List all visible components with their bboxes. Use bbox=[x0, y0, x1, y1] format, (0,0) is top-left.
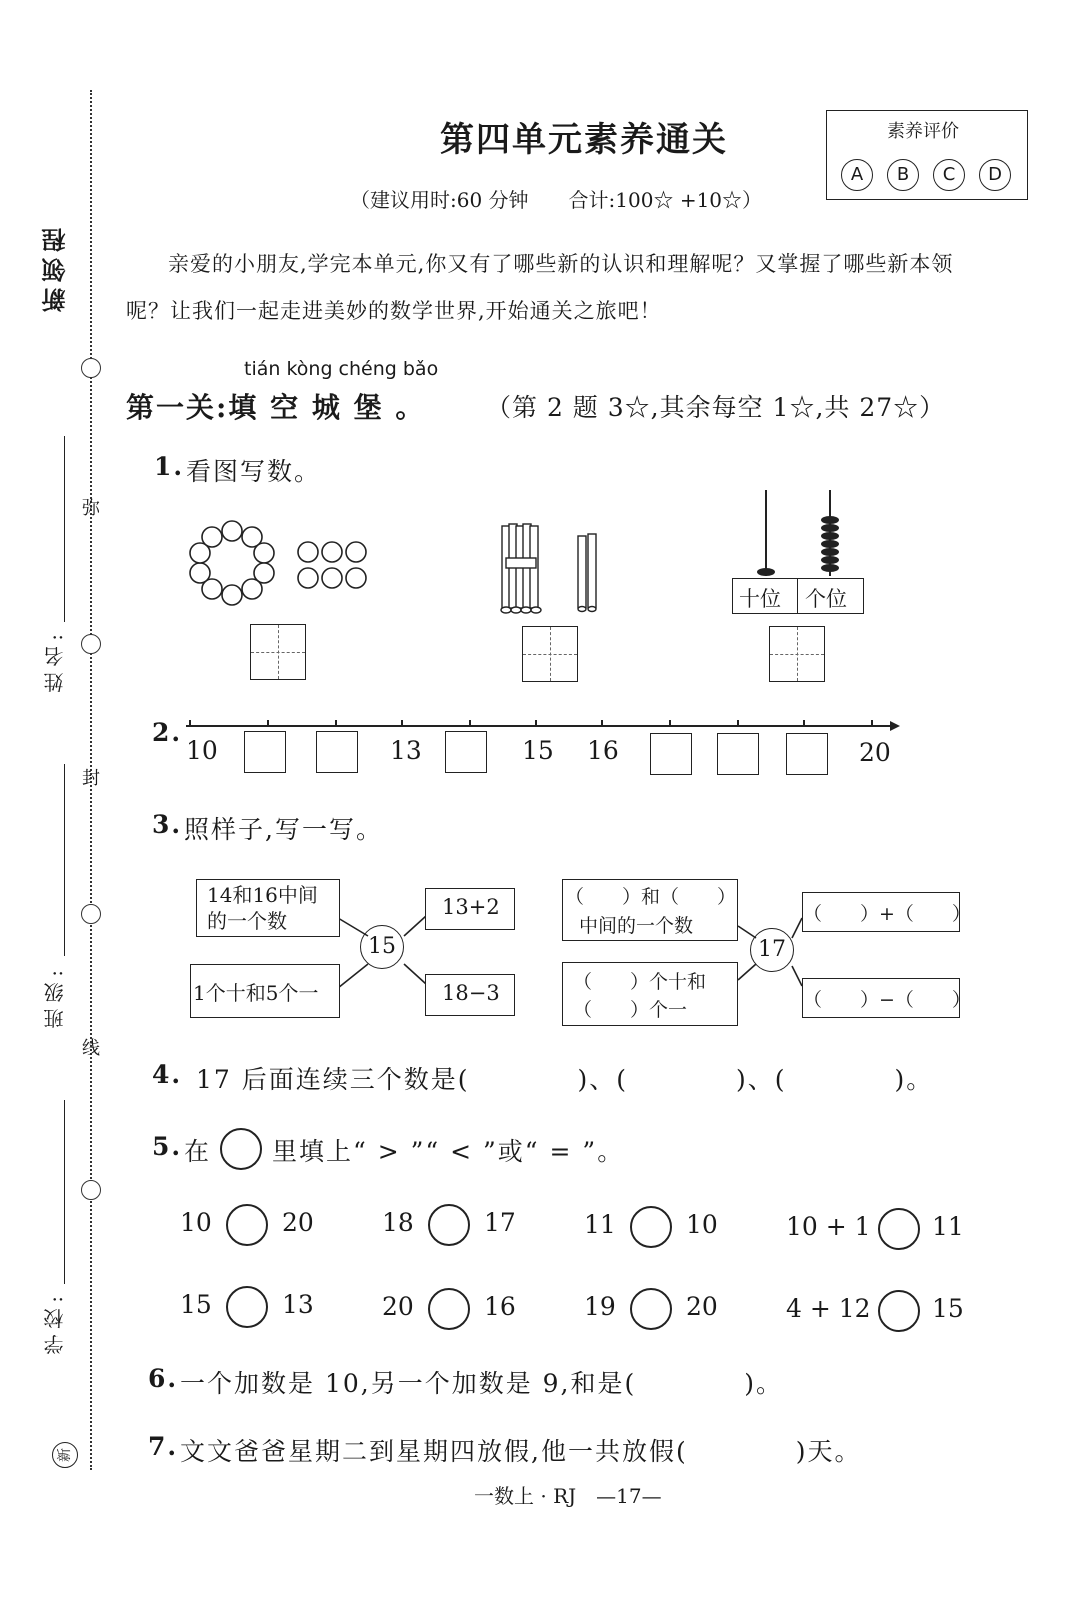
q2-answer-box-19[interactable] bbox=[786, 733, 828, 775]
publisher-logo: 新 bbox=[52, 1442, 78, 1468]
name-field[interactable] bbox=[64, 436, 65, 622]
cmp-r2-1-right: 13 bbox=[282, 1290, 314, 1319]
class-field[interactable] bbox=[64, 764, 65, 956]
q5-example-circle bbox=[220, 1128, 262, 1170]
cmp-r1-4-left: 10 + 1 bbox=[786, 1212, 871, 1241]
q6-label: 6. bbox=[148, 1364, 179, 1393]
q3-left-bottom-box bbox=[190, 964, 340, 1018]
cmp-r1-2-left: 18 bbox=[382, 1208, 414, 1237]
cmp-r1-4-right: 11 bbox=[932, 1212, 964, 1241]
cmp-r1-3-right: 10 bbox=[686, 1210, 718, 1239]
q3-right-top-text-2: 中间的一个数 bbox=[579, 915, 694, 937]
section-pinyin: tián kòng chéng bǎo bbox=[244, 358, 439, 380]
q1-answer-box-1[interactable] bbox=[250, 624, 306, 680]
cmp-r2-3-left: 19 bbox=[584, 1292, 616, 1321]
cmp-r1-1-left: 10 bbox=[180, 1208, 212, 1237]
seal-char-1: 弥 bbox=[79, 498, 100, 522]
q3-left-bottom-right-text: 18−3 bbox=[442, 981, 500, 1005]
q1-text: 看图写数。 bbox=[186, 457, 322, 486]
cmp-r2-4-circle[interactable] bbox=[878, 1290, 920, 1332]
page-footer: 一数上 · RJ —17— bbox=[474, 1484, 662, 1508]
q1-sticks-figure bbox=[494, 520, 614, 616]
q3-label: 3. bbox=[152, 810, 183, 839]
q3-left-top-text: 14和16中间的一个数 bbox=[207, 883, 318, 933]
q3-left-top-right-box bbox=[425, 888, 515, 930]
tick-label-13: 13 bbox=[390, 736, 422, 765]
q3-left-center-circle: 15 bbox=[360, 925, 404, 969]
q3-right-bottom-box bbox=[562, 962, 738, 1026]
cmp-r2-3-right: 20 bbox=[686, 1292, 718, 1321]
binding-hole-1 bbox=[81, 358, 101, 378]
intro-line-1: 亲爱的小朋友,学完本单元,你又有了哪些新的认识和理解呢？又掌握了哪些新本领 bbox=[168, 252, 954, 276]
seal-char-3: 线 bbox=[79, 1038, 100, 1062]
q2-answer-box-18[interactable] bbox=[717, 733, 759, 775]
cmp-r2-2-left: 20 bbox=[382, 1292, 414, 1321]
cmp-r1-3-circle[interactable] bbox=[630, 1206, 672, 1248]
cmp-r2-1-left: 15 bbox=[180, 1290, 212, 1319]
q3-left-top-box bbox=[196, 879, 340, 937]
q2-answer-box-14[interactable] bbox=[445, 731, 487, 773]
q1-circles-figure bbox=[180, 515, 380, 615]
q2-answer-box-17[interactable] bbox=[650, 733, 692, 775]
q3-right-bottom-right-box[interactable] bbox=[802, 978, 971, 1018]
cmp-r1-1-right: 20 bbox=[282, 1208, 314, 1237]
q3-left-bottom-text: 1个十和5个一 bbox=[193, 981, 319, 1005]
tick-label-15: 15 bbox=[522, 736, 554, 765]
tick-label-10: 10 bbox=[186, 736, 218, 765]
cmp-r1-2-right: 17 bbox=[484, 1208, 516, 1237]
seal-char-2: 封 bbox=[79, 768, 100, 792]
q5-text-after: 里填上“ > ”“ < ”或“ = ”。 bbox=[272, 1137, 625, 1166]
cmp-r2-2-circle[interactable] bbox=[428, 1288, 470, 1330]
eval-option-c[interactable]: C bbox=[933, 159, 965, 191]
q3-left-bottom-right-box bbox=[425, 974, 515, 1016]
cmp-r2-4-left: 4 + 12 bbox=[786, 1294, 871, 1323]
section-note: （第 2 题 3☆,其余每空 1☆,共 27☆） bbox=[486, 393, 946, 422]
q3-right-bottom-text-2[interactable]: （ ）个一 bbox=[573, 999, 688, 1021]
cmp-r1-3-left: 11 bbox=[584, 1210, 616, 1239]
name-label: 姓名: bbox=[43, 628, 67, 693]
cmp-r1-4-circle[interactable] bbox=[878, 1208, 920, 1250]
brand-label: 新领程 bbox=[41, 222, 70, 312]
q3-right-bottom-right-text: （ ）−（ ） bbox=[803, 989, 971, 1011]
evaluation-label: 素养评价 bbox=[887, 121, 959, 142]
cmp-r2-4-right: 15 bbox=[932, 1294, 964, 1323]
school-field[interactable] bbox=[64, 1100, 65, 1284]
binding-hole-2 bbox=[81, 634, 101, 654]
subtitle: （建议用时:60 分钟 合计:100☆ +10☆） bbox=[350, 188, 763, 212]
ones-place-label: 个位 bbox=[805, 587, 847, 611]
q5-text-before: 在 bbox=[184, 1137, 212, 1166]
q3-right-top-text-1[interactable]: （ ）和（ ） bbox=[565, 886, 737, 908]
cmp-r2-2-right: 16 bbox=[484, 1292, 516, 1321]
eval-option-d[interactable]: D bbox=[979, 159, 1011, 191]
cmp-r1-1-circle[interactable] bbox=[226, 1204, 268, 1246]
school-label: 学校: bbox=[43, 1290, 67, 1355]
q1-abacus-figure bbox=[732, 488, 872, 584]
tick-label-16: 16 bbox=[587, 736, 619, 765]
q2-label: 2. bbox=[152, 718, 183, 747]
q2-answer-box-12[interactable] bbox=[316, 731, 358, 773]
eval-option-b[interactable]: B bbox=[887, 159, 919, 191]
intro-line-2: 呢？让我们一起走进美妙的数学世界,开始通关之旅吧！ bbox=[126, 299, 662, 323]
cmp-r2-3-circle[interactable] bbox=[630, 1288, 672, 1330]
q7-text[interactable]: 文文爸爸星期二到星期四放假,他一共放假( )天。 bbox=[180, 1437, 862, 1466]
cmp-r1-2-circle[interactable] bbox=[428, 1204, 470, 1246]
binding-hole-4 bbox=[81, 1180, 101, 1200]
eval-option-a[interactable]: A bbox=[841, 159, 873, 191]
abacus-place-table bbox=[732, 578, 864, 614]
q1-answer-box-2[interactable] bbox=[522, 626, 578, 682]
q4-text[interactable]: 17 后面连续三个数是( )、( )、( )。 bbox=[196, 1065, 934, 1094]
q4-label: 4. bbox=[152, 1060, 183, 1089]
q3-right-bottom-text-1[interactable]: （ ）个十和 bbox=[573, 971, 707, 993]
q6-text[interactable]: 一个加数是 10,另一个加数是 9,和是( )。 bbox=[180, 1369, 784, 1398]
q5-label: 5. bbox=[152, 1132, 183, 1161]
q3-right-top-right-text: （ ）+（ ） bbox=[803, 903, 971, 925]
q3-right-top-box bbox=[562, 879, 738, 941]
class-label: 班级: bbox=[43, 964, 67, 1029]
q7-label: 7. bbox=[148, 1432, 179, 1461]
section-title: 第一关:填 空 城 堡 。 bbox=[126, 391, 426, 424]
q3-right-top-right-box[interactable] bbox=[802, 892, 971, 932]
q3-right-center-circle: 17 bbox=[750, 928, 794, 972]
q1-answer-box-3[interactable] bbox=[769, 626, 825, 682]
tick-label-20: 20 bbox=[859, 738, 891, 767]
q3-left-top-right-text: 13+2 bbox=[442, 895, 500, 919]
q2-answer-box-11[interactable] bbox=[244, 731, 286, 773]
evaluation-box bbox=[826, 110, 1028, 200]
binding-hole-3 bbox=[81, 904, 101, 924]
page-title: 第四单元素养通关 bbox=[440, 120, 728, 160]
q1-label: 1. bbox=[154, 452, 185, 481]
cmp-r2-1-circle[interactable] bbox=[226, 1286, 268, 1328]
tens-place-label: 十位 bbox=[739, 587, 781, 611]
q3-text: 照样子,写一写。 bbox=[184, 815, 383, 844]
